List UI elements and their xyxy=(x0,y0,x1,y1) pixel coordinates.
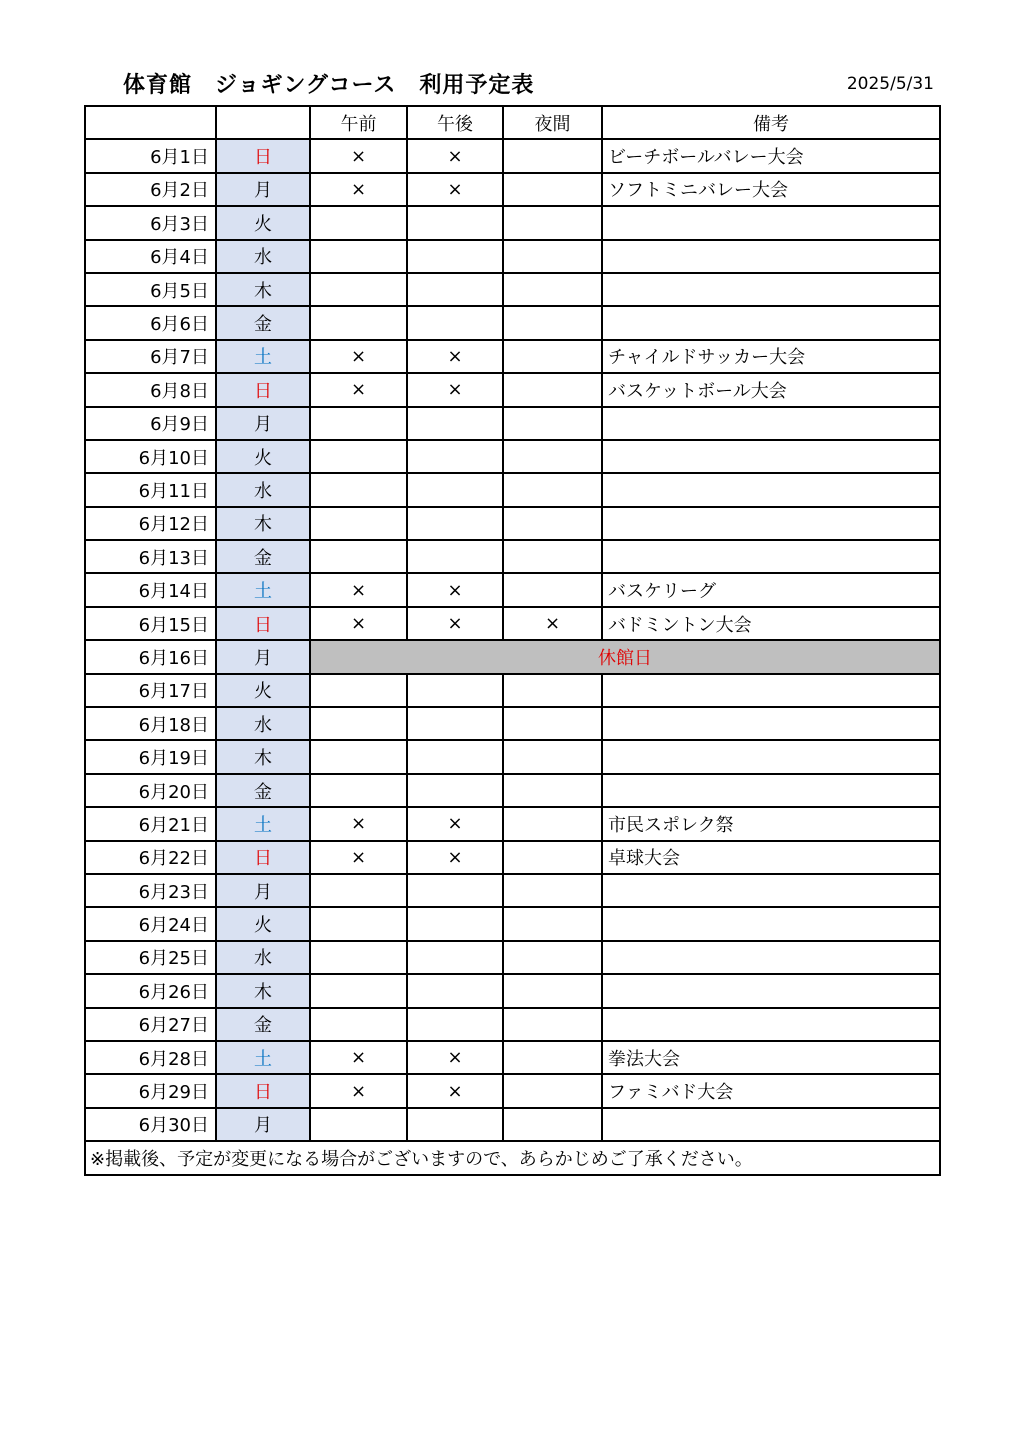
date-cell: 6月19日 xyxy=(85,740,216,773)
weekday-cell: 金 xyxy=(216,1008,310,1041)
night-cell xyxy=(503,907,602,940)
night-cell xyxy=(503,139,602,172)
closed-day-cell: 休館日 xyxy=(310,640,940,673)
night-cell xyxy=(503,841,602,874)
pm-cell xyxy=(407,507,503,540)
note-cell xyxy=(602,707,940,740)
table-row xyxy=(85,507,940,540)
pm-cell: × xyxy=(407,340,503,373)
table-row xyxy=(85,640,940,673)
table-row xyxy=(85,974,940,1007)
date-cell: 6月3日 xyxy=(85,206,216,239)
night-cell xyxy=(503,1041,602,1074)
pm-cell: × xyxy=(407,841,503,874)
table-row xyxy=(85,573,940,606)
am-cell xyxy=(310,473,407,506)
pm-cell xyxy=(407,674,503,707)
weekday-cell: 火 xyxy=(216,674,310,707)
date-cell: 6月11日 xyxy=(85,473,216,506)
night-cell xyxy=(503,941,602,974)
am-cell: × xyxy=(310,573,407,606)
am-cell xyxy=(310,674,407,707)
header-dow xyxy=(216,106,310,139)
am-cell xyxy=(310,540,407,573)
table-row xyxy=(85,407,940,440)
note-cell xyxy=(602,941,940,974)
weekday-cell: 月 xyxy=(216,874,310,907)
am-cell xyxy=(310,407,407,440)
pm-cell xyxy=(407,240,503,273)
weekday-cell: 火 xyxy=(216,907,310,940)
date-cell: 6月29日 xyxy=(85,1074,216,1107)
date-cell: 6月18日 xyxy=(85,707,216,740)
weekday-cell: 土 xyxy=(216,1041,310,1074)
table-row xyxy=(85,240,940,273)
night-cell xyxy=(503,874,602,907)
note-cell xyxy=(602,473,940,506)
date-cell: 6月16日 xyxy=(85,640,216,673)
note-cell: 市民スポレク祭 xyxy=(602,807,940,840)
table-row xyxy=(85,740,940,773)
night-cell xyxy=(503,240,602,273)
pm-cell xyxy=(407,1108,503,1141)
pm-cell: × xyxy=(407,1074,503,1107)
night-cell xyxy=(503,507,602,540)
pm-cell xyxy=(407,774,503,807)
footer-row xyxy=(85,1141,940,1174)
table-row xyxy=(85,941,940,974)
am-cell xyxy=(310,941,407,974)
note-cell xyxy=(602,674,940,707)
am-cell xyxy=(310,707,407,740)
am-cell xyxy=(310,874,407,907)
pm-cell xyxy=(407,941,503,974)
night-cell xyxy=(503,740,602,773)
table-row xyxy=(85,1108,940,1141)
date-cell: 6月17日 xyxy=(85,674,216,707)
note-cell: ファミバド大会 xyxy=(602,1074,940,1107)
night-cell xyxy=(503,974,602,1007)
date-cell: 6月4日 xyxy=(85,240,216,273)
pm-cell: × xyxy=(407,139,503,172)
date-cell: 6月27日 xyxy=(85,1008,216,1041)
night-cell xyxy=(503,707,602,740)
note-cell: バスケットボール大会 xyxy=(602,373,940,406)
header-pm: 午後 xyxy=(407,106,503,139)
date-cell: 6月14日 xyxy=(85,573,216,606)
note-cell: チャイルドサッカー大会 xyxy=(602,340,940,373)
night-cell xyxy=(503,540,602,573)
weekday-cell: 月 xyxy=(216,640,310,673)
table-row xyxy=(85,273,940,306)
table-row xyxy=(85,774,940,807)
note-cell xyxy=(602,540,940,573)
table-row xyxy=(85,1074,940,1107)
pm-cell xyxy=(407,440,503,473)
night-cell xyxy=(503,273,602,306)
pm-cell: × xyxy=(407,173,503,206)
am-cell xyxy=(310,1108,407,1141)
weekday-cell: 木 xyxy=(216,974,310,1007)
weekday-cell: 土 xyxy=(216,573,310,606)
weekday-cell: 土 xyxy=(216,340,310,373)
am-cell: × xyxy=(310,373,407,406)
schedule-body xyxy=(85,139,940,1141)
am-cell xyxy=(310,1008,407,1041)
pm-cell xyxy=(407,907,503,940)
table-row xyxy=(85,607,940,640)
night-cell xyxy=(503,340,602,373)
table-row xyxy=(85,340,940,373)
note-cell xyxy=(602,440,940,473)
weekday-cell: 日 xyxy=(216,1074,310,1107)
date-cell: 6月30日 xyxy=(85,1108,216,1141)
am-cell: × xyxy=(310,1041,407,1074)
weekday-cell: 月 xyxy=(216,173,310,206)
pm-cell: × xyxy=(407,373,503,406)
pm-cell xyxy=(407,473,503,506)
am-cell xyxy=(310,774,407,807)
night-cell xyxy=(503,306,602,339)
am-cell: × xyxy=(310,807,407,840)
pm-cell xyxy=(407,707,503,740)
weekday-cell: 水 xyxy=(216,941,310,974)
table-row xyxy=(85,206,940,239)
am-cell xyxy=(310,907,407,940)
table-row xyxy=(85,874,940,907)
pm-cell xyxy=(407,206,503,239)
table-row xyxy=(85,540,940,573)
date-cell: 6月20日 xyxy=(85,774,216,807)
note-cell: ソフトミニバレー大会 xyxy=(602,173,940,206)
am-cell xyxy=(310,240,407,273)
am-cell xyxy=(310,740,407,773)
pm-cell xyxy=(407,306,503,339)
night-cell xyxy=(503,473,602,506)
night-cell xyxy=(503,674,602,707)
note-cell xyxy=(602,907,940,940)
date-cell: 6月25日 xyxy=(85,941,216,974)
note-cell xyxy=(602,774,940,807)
date-cell: 6月24日 xyxy=(85,907,216,940)
note-cell: ビーチボールバレー大会 xyxy=(602,139,940,172)
issue-date: 2025/5/31 xyxy=(846,74,934,94)
note-cell xyxy=(602,407,940,440)
header-night: 夜間 xyxy=(503,106,602,139)
pm-cell: × xyxy=(407,1041,503,1074)
weekday-cell: 水 xyxy=(216,707,310,740)
date-cell: 6月23日 xyxy=(85,874,216,907)
pm-cell xyxy=(407,540,503,573)
night-cell xyxy=(503,407,602,440)
table-row xyxy=(85,841,940,874)
table-row xyxy=(85,674,940,707)
date-cell: 6月26日 xyxy=(85,974,216,1007)
table-row xyxy=(85,139,940,172)
weekday-cell: 火 xyxy=(216,440,310,473)
note-cell xyxy=(602,273,940,306)
am-cell xyxy=(310,206,407,239)
table-row xyxy=(85,807,940,840)
am-cell: × xyxy=(310,340,407,373)
weekday-cell: 木 xyxy=(216,740,310,773)
table-row xyxy=(85,473,940,506)
header-note: 備考 xyxy=(602,106,940,139)
header-am: 午前 xyxy=(310,106,407,139)
date-cell: 6月22日 xyxy=(85,841,216,874)
am-cell: × xyxy=(310,607,407,640)
note-cell: 卓球大会 xyxy=(602,841,940,874)
night-cell xyxy=(503,206,602,239)
note-cell xyxy=(602,206,940,239)
am-cell xyxy=(310,507,407,540)
schedule-table xyxy=(84,105,941,1176)
night-cell xyxy=(503,173,602,206)
am-cell: × xyxy=(310,173,407,206)
am-cell: × xyxy=(310,841,407,874)
weekday-cell: 金 xyxy=(216,540,310,573)
date-cell: 6月1日 xyxy=(85,139,216,172)
table-row xyxy=(85,707,940,740)
weekday-cell: 木 xyxy=(216,507,310,540)
weekday-cell: 日 xyxy=(216,841,310,874)
table-row xyxy=(85,1041,940,1074)
am-cell xyxy=(310,974,407,1007)
night-cell xyxy=(503,807,602,840)
note-cell xyxy=(602,1108,940,1141)
am-cell xyxy=(310,440,407,473)
am-cell xyxy=(310,306,407,339)
weekday-cell: 水 xyxy=(216,473,310,506)
am-cell xyxy=(310,273,407,306)
night-cell xyxy=(503,774,602,807)
page-title: 体育館 ジョギングコース 利用予定表 xyxy=(123,73,535,98)
note-cell: バスケリーグ xyxy=(602,573,940,606)
am-cell: × xyxy=(310,1074,407,1107)
night-cell: × xyxy=(503,607,602,640)
date-cell: 6月9日 xyxy=(85,407,216,440)
weekday-cell: 火 xyxy=(216,206,310,239)
table-row xyxy=(85,907,940,940)
weekday-cell: 金 xyxy=(216,306,310,339)
weekday-cell: 日 xyxy=(216,373,310,406)
date-cell: 6月13日 xyxy=(85,540,216,573)
date-cell: 6月7日 xyxy=(85,340,216,373)
pm-cell xyxy=(407,273,503,306)
header-date xyxy=(85,106,216,139)
date-cell: 6月15日 xyxy=(85,607,216,640)
weekday-cell: 水 xyxy=(216,240,310,273)
night-cell xyxy=(503,1108,602,1141)
note-cell xyxy=(602,240,940,273)
date-cell: 6月5日 xyxy=(85,273,216,306)
date-cell: 6月2日 xyxy=(85,173,216,206)
date-cell: 6月28日 xyxy=(85,1041,216,1074)
weekday-cell: 木 xyxy=(216,273,310,306)
date-cell: 6月6日 xyxy=(85,306,216,339)
table-row xyxy=(85,440,940,473)
night-cell xyxy=(503,1008,602,1041)
date-cell: 6月8日 xyxy=(85,373,216,406)
note-cell xyxy=(602,740,940,773)
night-cell xyxy=(503,573,602,606)
pm-cell xyxy=(407,407,503,440)
note-cell xyxy=(602,507,940,540)
weekday-cell: 土 xyxy=(216,807,310,840)
night-cell xyxy=(503,373,602,406)
table-row xyxy=(85,1008,940,1041)
pm-cell xyxy=(407,1008,503,1041)
weekday-cell: 月 xyxy=(216,407,310,440)
weekday-cell: 月 xyxy=(216,1108,310,1141)
pm-cell: × xyxy=(407,607,503,640)
date-cell: 6月21日 xyxy=(85,807,216,840)
date-cell: 6月12日 xyxy=(85,507,216,540)
note-cell: 拳法大会 xyxy=(602,1041,940,1074)
night-cell xyxy=(503,1074,602,1107)
pm-cell xyxy=(407,740,503,773)
table-row xyxy=(85,373,940,406)
header-row xyxy=(85,106,940,139)
night-cell xyxy=(503,440,602,473)
date-cell: 6月10日 xyxy=(85,440,216,473)
weekday-cell: 金 xyxy=(216,774,310,807)
note-cell: バドミントン大会 xyxy=(602,607,940,640)
table-row xyxy=(85,306,940,339)
weekday-cell: 日 xyxy=(216,139,310,172)
note-cell xyxy=(602,874,940,907)
am-cell: × xyxy=(310,139,407,172)
pm-cell: × xyxy=(407,573,503,606)
pm-cell xyxy=(407,974,503,1007)
note-cell xyxy=(602,1008,940,1041)
note-cell xyxy=(602,974,940,1007)
pm-cell: × xyxy=(407,807,503,840)
footer-note: ※掲載後、予定が変更になる場合がございますので、あらかじめご了承ください。 xyxy=(85,1141,940,1174)
note-cell xyxy=(602,306,940,339)
weekday-cell: 日 xyxy=(216,607,310,640)
table-row xyxy=(85,173,940,206)
pm-cell xyxy=(407,874,503,907)
